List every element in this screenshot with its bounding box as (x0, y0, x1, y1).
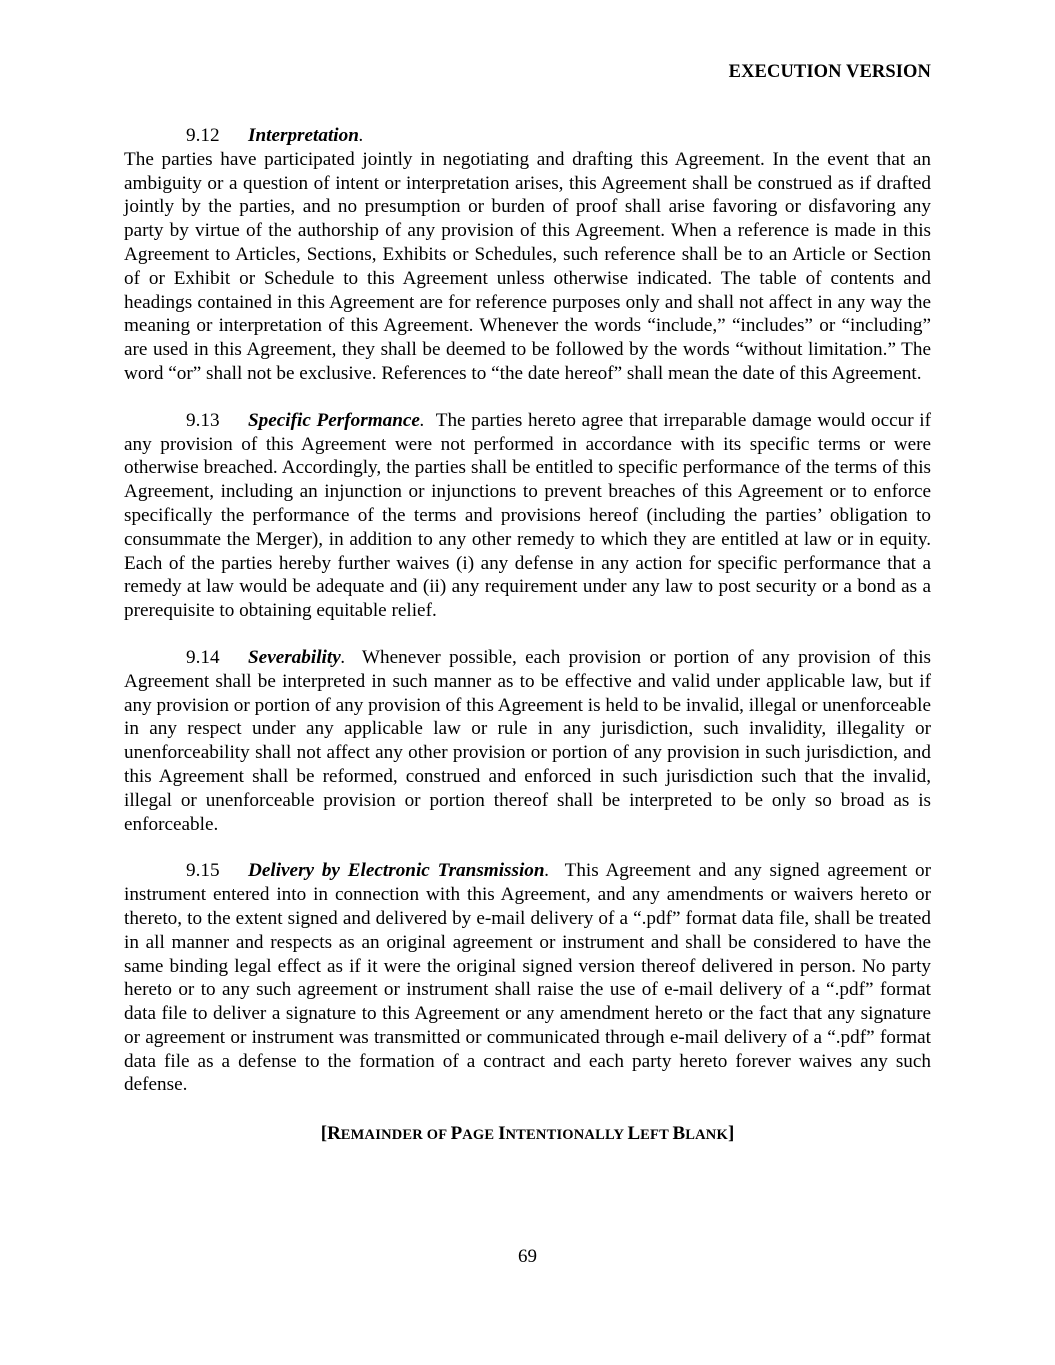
section-number: 9.15 (186, 860, 220, 882)
execution-version-header: EXECUTION VERSION (728, 62, 931, 82)
bracket-open: [ (320, 1123, 328, 1145)
section-text: The parties have participated jointly in negotiating and drafting this Agreement. In the event that an ambiguity or a question of intent or interpretation arises, this Agreement shall be construed as if drafted jointly by the parties, and no presumption or burden of proof shall arise favoring or disfavoring any party by virtue of the authorship of any provision of this Agreement. When a reference is made in this Agreement to Articles, Sections, Exhibits or Schedules, such reference shall be to an Article or Section of or Exhibit or Schedule to this Agreement unless otherwise indicated. The table of contents and headings contained in this Agreement are for reference purposes only and shall not affect in any way the meaning or interpretation of this Agreement. Whenever the words “include,” “includes” or “including” are used in this Agreement, they shall be deemed to be followed by the words “without limitation.” The word “or” shall not be exclusive. References to “the date hereof” shall mean the date of this Agreement. (124, 148, 931, 384)
section-title-period: . (419, 409, 425, 431)
section-9-15 (124, 859, 931, 1097)
notice-small: NTENTIONALLY (505, 1127, 628, 1144)
section-title: Severability (248, 646, 341, 668)
section-title: Specific Performance (248, 409, 420, 431)
section-title: Delivery by Electronic Transmission (248, 860, 545, 882)
section-text: Whenever possible, each provision or portion of any provision of this Agreement shall be interpreted in such manner as to be effective and valid under applicable law, but if any provision or portion of any provision of this Agreement is held to be invalid, illegal or unenforceable in any respect under any applicable law or rule in any jurisdiction, such invalidity, illegality or unenforceability shall not affect any other provision or portion of any provision in such jurisdiction, and this Agreement shall be reformed, construed and enforced in such jurisdiction such that the invalid, illegal or unenforceable provision or portion thereof shall be interpreted to be only so broad as is enforceable. (124, 646, 931, 835)
notice-small: AGE (462, 1127, 499, 1144)
section-title-period: . (358, 125, 364, 146)
notice-small: EMAINDER OF (340, 1127, 451, 1144)
section-number: 9.12 (186, 125, 220, 146)
section-9-14 (124, 646, 931, 836)
section-title-period: . (544, 860, 550, 882)
notice-small: LANK (685, 1127, 728, 1144)
section-heading (124, 124, 931, 148)
section-9-12 (124, 124, 931, 386)
notice-cap: I (498, 1123, 506, 1145)
bracket-close: ] (727, 1123, 735, 1145)
notice-cap: P (450, 1123, 463, 1145)
section-number: 9.13 (186, 409, 220, 431)
section-9-13 (124, 409, 931, 623)
section-title-period: . (340, 646, 346, 668)
notice-small: EFT (640, 1127, 673, 1144)
remainder-blank-notice (124, 1122, 931, 1148)
section-text: This Agreement and any signed agreement or instrument entered into in connection with this Agreement, and any amendments or waivers hereto or thereto, to the extent signed and delivered by e-mail delivery of a “.pdf” format data file, shall be treated in all manner and respects as an original agreement or instrument and shall be considered to have the same binding legal effect as if it were the original signed version thereof delivered in person. No party hereto or to any such agreement or instrument shall raise the use of e-mail delivery of a “.pdf” format data file to deliver a signature to this Agreement or any amendment hereto or the fact that any signature or agreement or instrument was transmitted or communicated through e-mail delivery of a “.pdf” format data file as a defense to the formation of a contract and each party hereto forever waives any such defense. (124, 860, 931, 1096)
section-number: 9.14 (186, 646, 220, 668)
page-number: 69 (518, 1246, 537, 1267)
section-text: The parties hereto agree that irreparable damage would occur if any provision of this Agreement were not performed in accordance with its specific terms or were otherwise breached. Accordingly, the parties shall be entitled to specific performance of the terms of this Agreement, including an injunction or injunctions to prevent breaches of this Agreement or to enforce specifically the performance of the terms and provisions hereof (including the parties’ obligation to consummate the Merger), in addition to any other remedy to which they are entitled at law or in equity. Each of the parties hereby further waives (i) any defense in any action for specific performance that a remedy at law would be adequate and (ii) any requirement under any law to post security or a bond as a prerequisite to obtaining equitable relief. (124, 409, 932, 622)
document-body (124, 124, 931, 1148)
notice-cap: L (627, 1123, 641, 1145)
notice-cap: R (327, 1123, 341, 1145)
section-title: Interpretation (248, 125, 359, 146)
notice-cap: B (672, 1123, 686, 1145)
